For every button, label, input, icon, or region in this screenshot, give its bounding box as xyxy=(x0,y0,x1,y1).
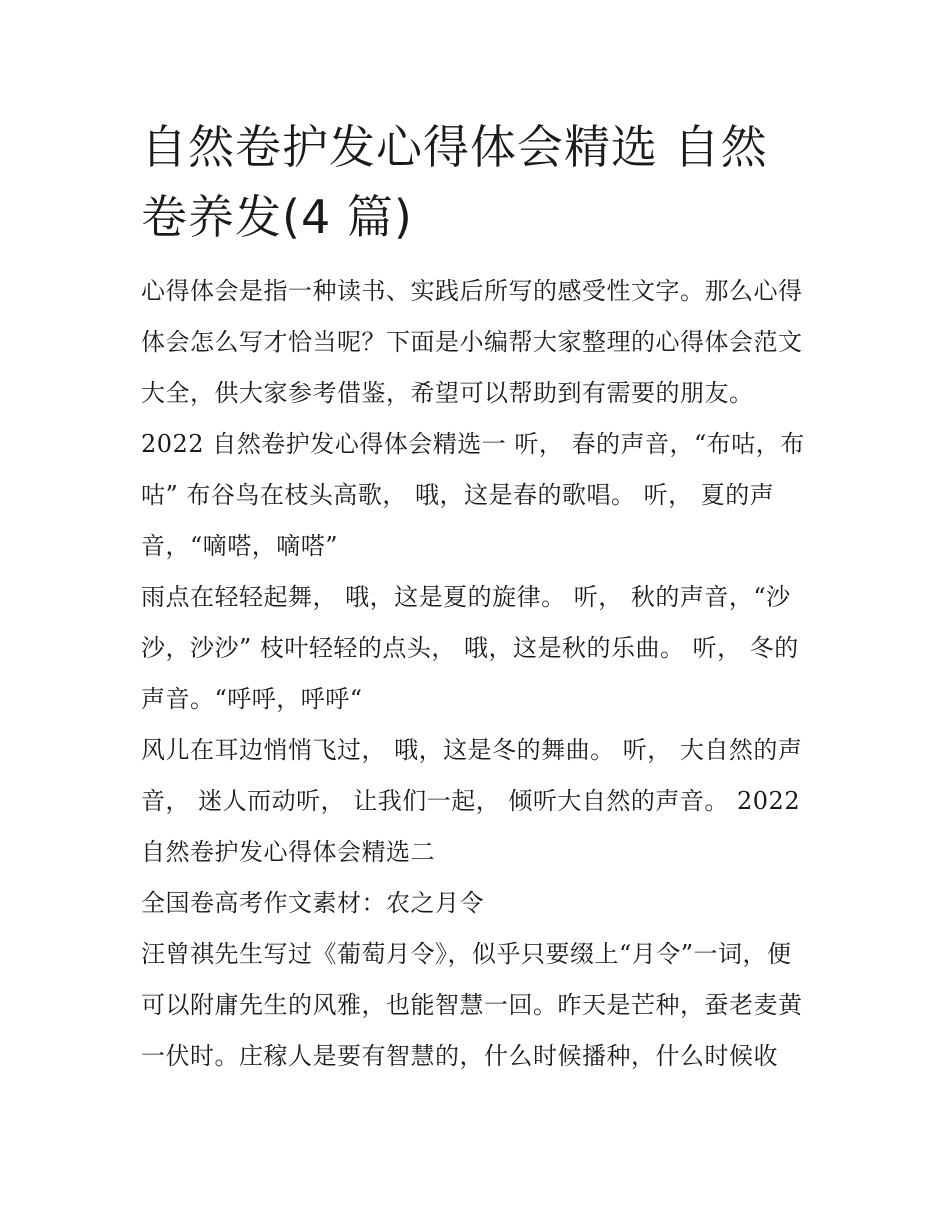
document-title: 自然卷护发心得体会精选 自然卷养发(4 篇) xyxy=(141,120,768,244)
paragraph-intro: 心得体会是指一种读书、实践后所写的感受性文字。那么心得体会怎么写才恰当呢？下面是小编帮大家整理的心得体会范文大全，供大家参考借鉴，希望可以帮助到有需要的朋友。 xyxy=(141,277,803,407)
paragraph-material-body: 汪曾祺先生写过《葡萄月令》，似乎只要缀上“月令”一词，便可以附庸先生的风雅，也能智慧一回。昨天是芒种，蚕老麦黄一伏时。庄稼人是要有智慧的，什么时候播种，什么时候收 xyxy=(141,940,803,1070)
paragraph-material-heading: 全国卷高考作文素材：农之月令 xyxy=(141,889,484,917)
paragraph-winter: 风儿在耳边悄悄飞过， 哦，这是冬的舞曲。 听， 大自然的声音， 迷人而动听， 让我们一起， 倾听大自然的声音。 2022 自然卷护发心得体会精选二 xyxy=(141,736,803,866)
paragraph-summer-autumn: 雨点在轻轻起舞， 哦，这是夏的旋律。 听， 秋的声音，“沙沙，沙沙” 枝叶轻轻的点头， 哦，这是秋的乐曲。 听， 冬的声音。“呼呼，呼呼“ xyxy=(141,583,799,713)
paragraph-section-one: 2022 自然卷护发心得体会精选一 听， 春的声音，“布咕，布咕” 布谷鸟在枝头高歌， 哦，这是春的歌唱。 听， 夏的声音，“嘀嗒，嘀嗒” xyxy=(141,430,805,560)
document-body xyxy=(141,112,813,1082)
